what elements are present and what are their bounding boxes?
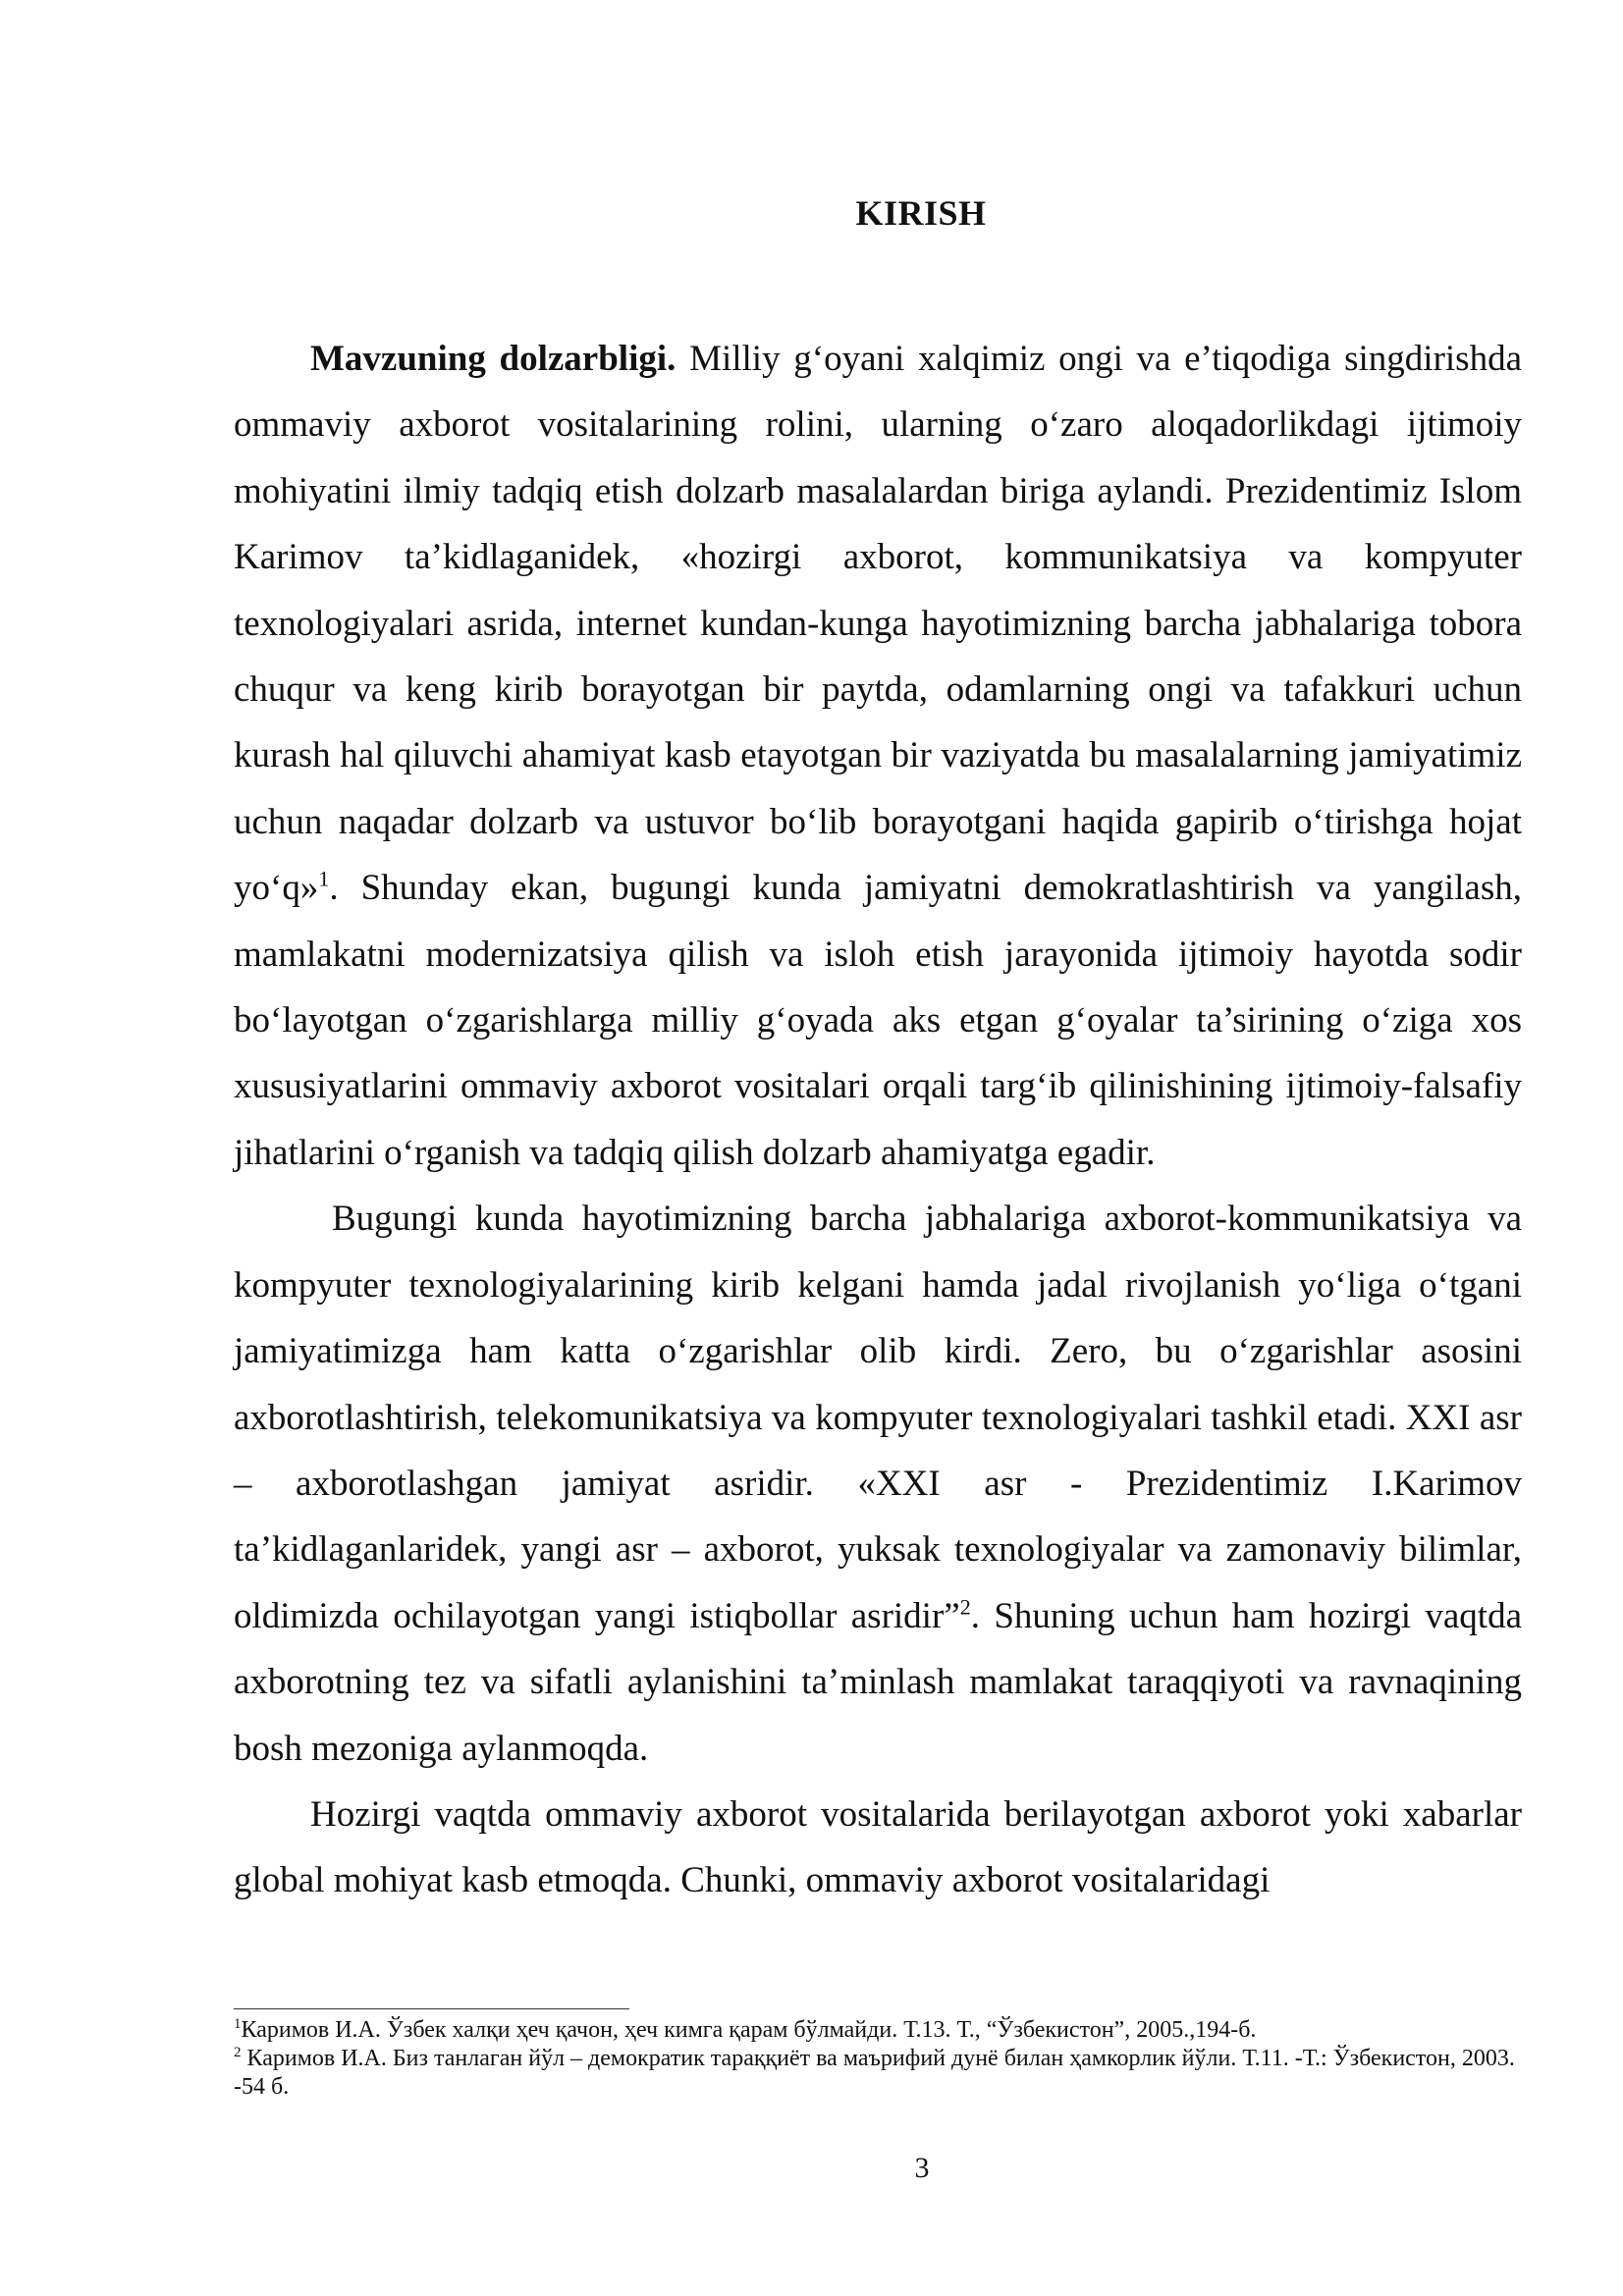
main-text: [234, 326, 1522, 1914]
paragraph-information-age: [234, 1186, 1522, 1782]
footnote-mark: 2: [234, 2045, 242, 2060]
footnote-text: Каримов И.А. Ўзбек халқи ҳеч қачон, ҳеч кимга қарам бўлмайди. Т.13. Т., “Ўзбекистон”, 2005.,194-б.: [241, 2017, 1257, 2043]
footnote-separator: [234, 2008, 629, 2009]
paragraph-relevance: [234, 326, 1522, 1186]
footnote-mark: 1: [234, 2016, 242, 2032]
footnotes: [234, 2016, 1522, 2102]
footnote-ref-2[interactable]: 2: [959, 1594, 971, 1620]
footnote-1: [234, 2016, 1522, 2045]
paragraph-text: Milliy g‘oyani xalqimiz ongi va e’tiqodiga singdirishda ommaviy axborot vositalarining rolini, ularning o‘zaro aloqadorlikdagi ijtimoiy mohiyatini ilmiy tadqiq etish dolzarb masalalardan biriga aylandi. Prezidentimiz Islom Karimov ta’kidlaganidek, «hozirgi axborot, kommunikatsiya va kompyuter texnologiyalari asrida, internet kundan-kunga hayotimizning barcha jabhalariga tobora chuqur va keng kirib borayotgan bir paytda, odamlarning ongi va tafakkuri uchun kurash hal qiluvchi ahamiyat kasb etayotgan bir vaziyatda bu masalalarning jamiyatimiz uchun naqadar dolzarb va ustuvor bo‘lib borayotgani haqida gapirib o‘tirishga hojat yo‘q»: [234, 339, 1522, 909]
footnote-2: [234, 2045, 1522, 2102]
footnote-ref-1[interactable]: 1: [318, 866, 330, 891]
paragraph-lead: Mavzuning dolzarbligi.: [310, 339, 676, 379]
page-number: 3: [914, 2152, 930, 2184]
paragraph-text: . Shunday ekan, bugungi kunda jamiyatni demokratlashtirish va yangilash, mamlakatni modernizatsiya qilish va isloh etish jarayonida ijtimoiy hayotda sodir bo‘layotgan o‘zgarishlarga milliy g‘oyada aks etgan g‘oyalar ta’sirining o‘ziga xos xususiyatlarini ommaviy axborot vositalari orqali targ‘ib qilinishining ijtimoiy-falsafiy jihatlarini o‘rganish va tadqiq qilish dolzarb ahamiyatga egadir.: [234, 868, 1522, 1173]
paragraph-text: Bugungi kunda hayotimizning barcha jabhalariga axborot-kommunikatsiya va kompyuter texnologiyalarining kirib kelgani hamda jadal rivojlanish yo‘liga o‘tgani jamiyatimizga ham katta o‘zgarishlar olib kirdi. Zero, bu o‘zgarishlar asosini axborotlashtirish, telekomunikatsiya va kompyuter texnologiyalari tashkil etadi. XXI asr – axborotlashgan jamiyat asridir. «XXI asr - Prezidentimiz I.Karimov ta’kidlaganlaridek, yangi asr – axborot, yuksak texnologiyalar va zamonaviy bilimlar, oldimizda ochilayotgan yangi istiqbollar asridir”: [234, 1199, 1522, 1636]
page-heading: KIRISH: [855, 193, 987, 233]
paragraph-text: . Shuning uchun ham hozirgi vaqtda axborotning tez va sifatli aylanishini ta’minlash mamlakat taraqqiyoti va ravnaqining bosh mezoniga aylanmoqda.: [234, 1595, 1522, 1769]
paragraph-text: Hozirgi vaqtda ommaviy axborot vositalarida berilayotgan axborot yoki xabarlar global mohiyat kasb etmoqda. Chunki, ommaviy axborot vositalaridagi: [234, 1793, 1522, 1901]
footnote-text: Каримов И.А. Биз танлаган йўл – демократик тараққиёт ва маърифий дунё билан ҳамкорлик йўли. Т.11. -Т.: Ўзбекистон, 2003. -54 б.: [234, 2046, 1515, 2100]
paragraph-global-media: [234, 1782, 1522, 1914]
